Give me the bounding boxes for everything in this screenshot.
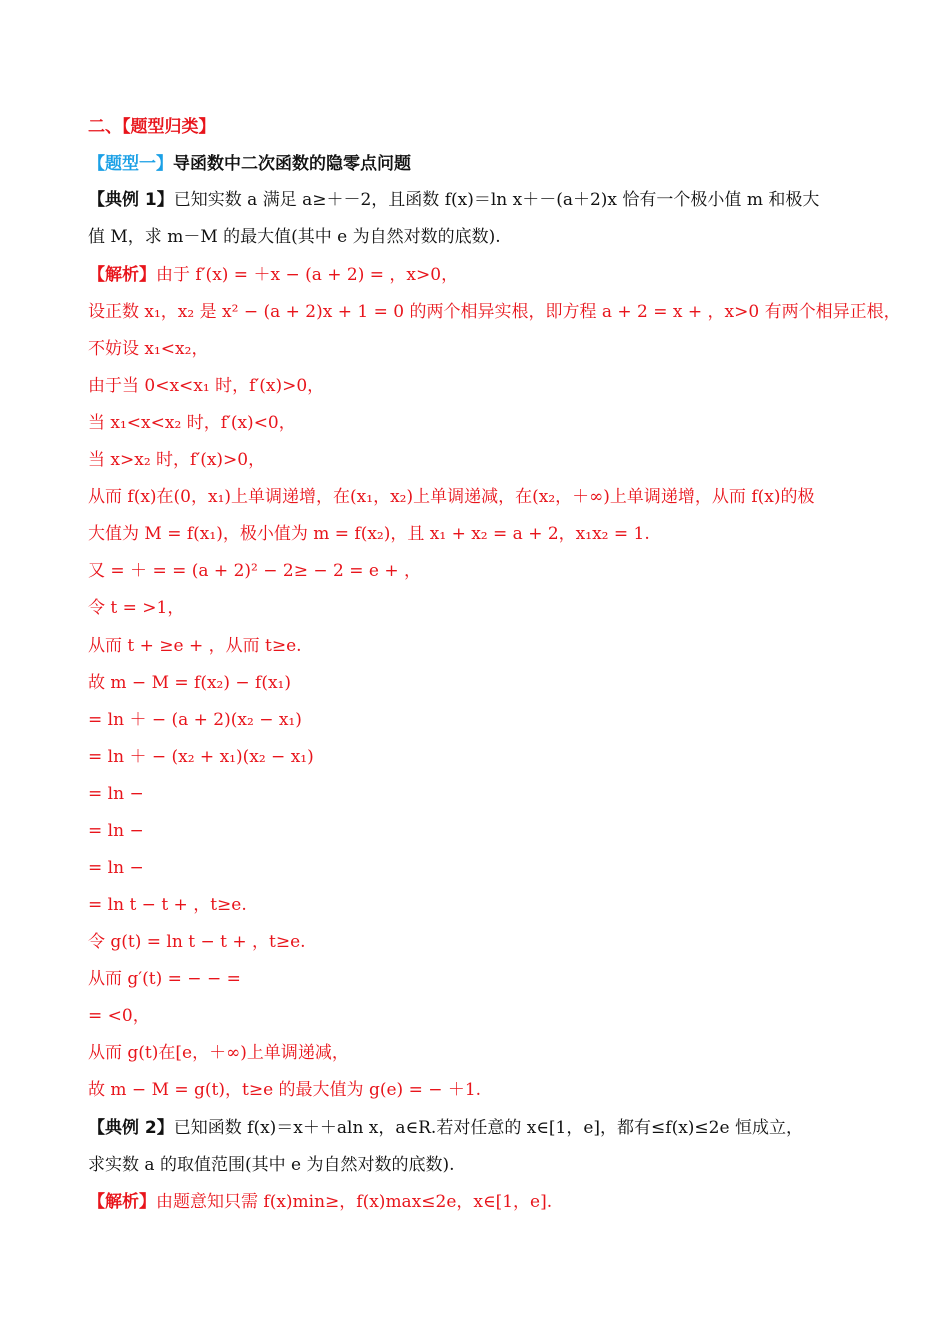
example1-row bbox=[88, 189, 819, 211]
type1-label: 【题型一】 bbox=[88, 154, 173, 174]
solution1-line: 令 t = >1， bbox=[88, 598, 185, 618]
example1-line2: 值 M，求 m－M 的最大值(其中 e 为自然对数的底数). bbox=[88, 227, 501, 247]
solution1-label: 【解析】 bbox=[88, 265, 156, 285]
solution1-line: 令 g(t) = ln t − t + ，t≥e. bbox=[88, 932, 306, 952]
solution1-line: 从而 g′(t) = − − = bbox=[88, 969, 241, 989]
solution1-line: 故 m − M = g(t)，t≥e 的最大值为 g(e) = − ＋1. bbox=[88, 1080, 482, 1100]
type1-title: 导函数中二次函数的隐零点问题 bbox=[173, 154, 411, 174]
example2-label: 【典例 2】 bbox=[88, 1118, 174, 1138]
solution1-line: = ln − bbox=[88, 784, 144, 804]
solution1-line: 由于当 0<x<x₁ 时，f′(x)>0， bbox=[88, 376, 325, 396]
section-heading: 二、【题型归类】 bbox=[88, 117, 216, 137]
solution1-line: = ln − bbox=[88, 858, 144, 878]
solution1-line: 当 x>x₂ 时，f′(x)>0， bbox=[88, 450, 266, 470]
solution1-line: = ln t − t + ，t≥e. bbox=[88, 895, 247, 915]
solution1-line: 又 = ＋ = = (a + 2)² − 2≥ − 2 = e + ， bbox=[88, 561, 421, 581]
solution1-line: = ln − bbox=[88, 821, 144, 841]
example1-line1: 已知实数 a 满足 a≥＋－2，且函数 f(x)＝ln x＋－(a＋2)x 恰有一个极小值 m 和极大 bbox=[173, 190, 820, 210]
solution1-row bbox=[88, 264, 458, 286]
solution1-line: 从而 g(t)在[e，＋∞)上单调递减， bbox=[88, 1043, 349, 1063]
example1-label: 【典例 1】 bbox=[88, 190, 174, 210]
example2-row bbox=[88, 1117, 803, 1139]
example2-line1: 已知函数 f(x)＝x＋＋aln x，a∈R.若对任意的 x∈[1，e]，都有≤f(x)≤2e 恒成立， bbox=[173, 1118, 803, 1138]
solution2-text: 由题意知只需 f(x)min≥，f(x)max≤2e，x∈[1，e]. bbox=[156, 1192, 553, 1212]
solution1-line: = <0， bbox=[88, 1006, 150, 1026]
solution1-line: 大值为 M = f(x₁)，极小值为 m = f(x₂)，且 x₁ + x₂ = a + 2，x₁x₂ = 1. bbox=[88, 524, 650, 544]
solution1-line: 从而 t + ≥e + ，从而 t≥e. bbox=[88, 636, 302, 656]
solution1-line: = ln ＋ − (a + 2)(x₂ − x₁) bbox=[88, 710, 302, 730]
solution1-line: 从而 f(x)在(0，x₁)上单调递增，在(x₁，x₂)上单调递减，在(x₂，＋∞)上单调递增，从而 f(x)的极 bbox=[88, 487, 815, 507]
solution1-line: 当 x₁<x<x₂ 时，f′(x)<0， bbox=[88, 413, 296, 433]
solution1-line: = ln ＋ − (x₂ + x₁)(x₂ − x₁) bbox=[88, 747, 314, 767]
solution1-line: 故 m − M = f(x₂) − f(x₁) bbox=[88, 673, 292, 693]
solution1-line: 不妨设 x₁<x₂， bbox=[88, 339, 209, 359]
example2-line2: 求实数 a 的取值范围(其中 e 为自然对数的底数). bbox=[88, 1155, 455, 1175]
solution1-first: 由于 f′(x) = ＋x − (a + 2) = ，x>0， bbox=[156, 265, 459, 285]
type1-row bbox=[88, 153, 411, 175]
solution2-row bbox=[88, 1191, 552, 1213]
solution1-line: 设正数 x₁，x₂ 是 x² − (a + 2)x + 1 = 0 的两个相异实根，即方程 a + 2 = x + ，x>0 有两个相异正根， bbox=[88, 302, 901, 322]
solution2-label: 【解析】 bbox=[88, 1192, 156, 1212]
